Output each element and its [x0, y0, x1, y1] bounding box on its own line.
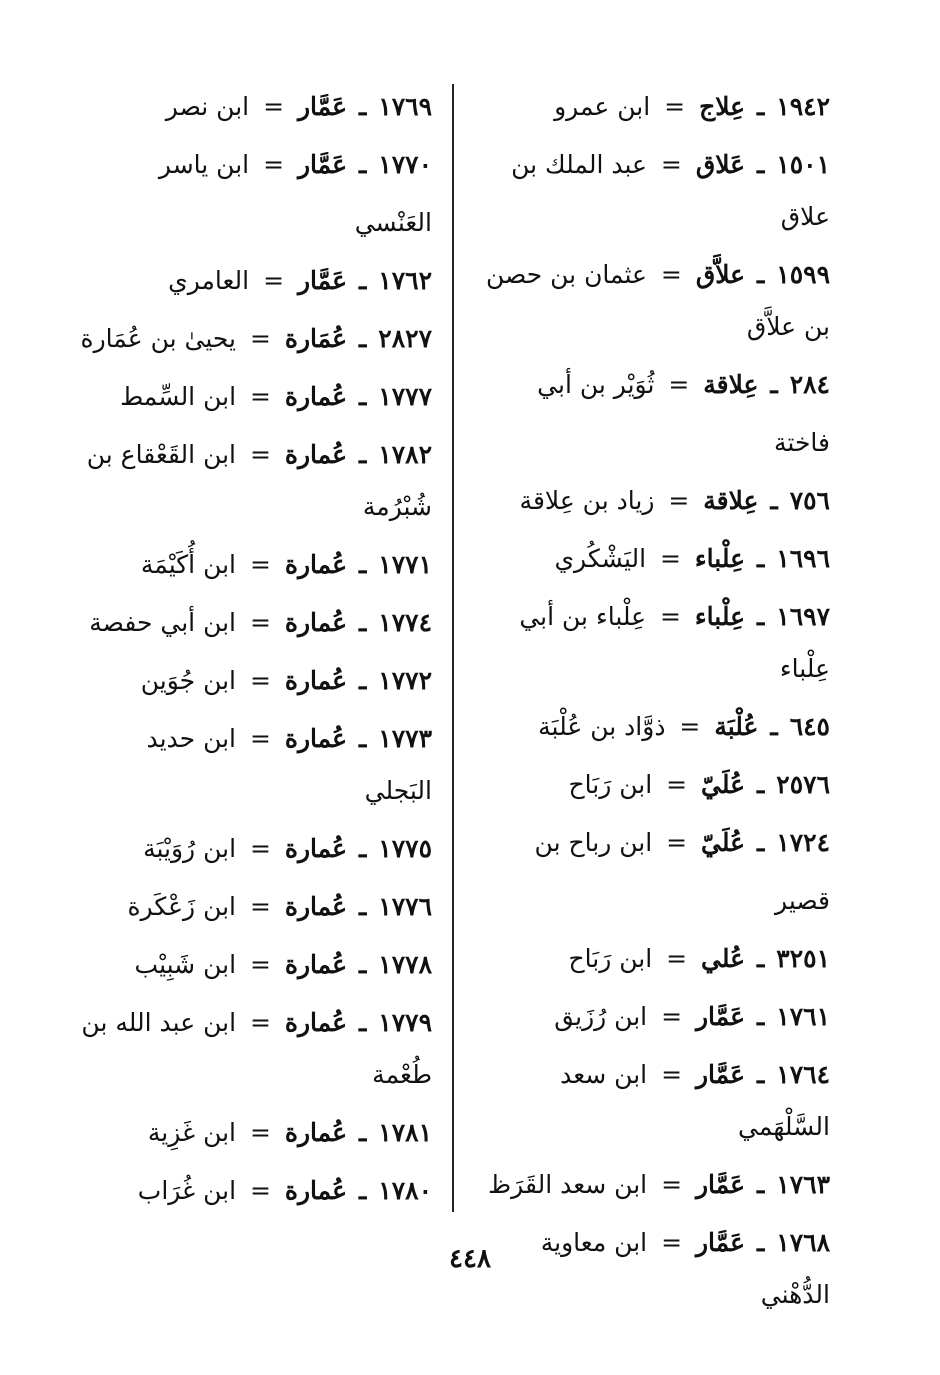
entry-number: ١٧٧٦ [378, 892, 432, 921]
index-entry [485, 756, 830, 814]
entry-headword: عُمارة [284, 666, 348, 695]
entry-reference: عثمان بن حصن بن علاَّق [486, 260, 830, 341]
entry-headword: علاَّق [695, 260, 746, 289]
index-entry [77, 652, 432, 710]
entry-number: ٦٤٥ [789, 712, 830, 741]
entry-equals: = [249, 1176, 271, 1205]
entry-number: ١٧٧٢ [378, 666, 432, 695]
entry-dash: ـ [359, 834, 367, 863]
index-entry [77, 310, 432, 368]
entry-headword: عَمَّار [297, 150, 348, 179]
entry-reference: ابن السِّمط [120, 382, 237, 411]
index-entry [485, 588, 830, 698]
entry-reference: ابن سعد السَّلْهَمي [560, 1060, 830, 1141]
entry-number: ١٥٠١ [776, 150, 830, 179]
entry-dash: ـ [757, 1002, 765, 1031]
entry-headword: عَمَّار [695, 1170, 746, 1199]
entry-equals: = [249, 608, 271, 637]
index-column-right [485, 78, 830, 1324]
entry-number: ١٧٨١ [378, 1118, 432, 1147]
entry-reference: ابن جُوَين [140, 666, 237, 695]
entry-headword: عِلاقة [703, 370, 759, 399]
entry-equals: = [249, 724, 271, 753]
entry-number: ١٧٦٩ [378, 92, 432, 121]
index-entry [485, 930, 830, 988]
entry-headword: عَمَّار [297, 92, 348, 121]
index-entry [485, 472, 830, 530]
entry-dash: ـ [359, 324, 367, 353]
index-column-left [77, 78, 432, 1220]
column-divider [452, 84, 454, 1212]
entry-reference: ابن رَبَاح [568, 770, 653, 799]
index-entry [77, 878, 432, 936]
entry-dash: ـ [757, 150, 765, 179]
entry-equals: = [249, 892, 271, 921]
entry-reference: ابن غَزِية [147, 1118, 237, 1147]
entry-number: ١٧٧٣ [378, 724, 432, 753]
entry-equals: = [249, 1118, 271, 1147]
entry-dash: ـ [359, 150, 367, 179]
entry-headword: عُمَارة [284, 324, 348, 353]
entry-headword: عَمَّار [695, 1002, 746, 1031]
entry-headword: عُمارة [284, 1118, 348, 1147]
entry-dash: ـ [757, 544, 765, 573]
entry-headword: عُلْبَة [714, 712, 759, 741]
entry-dash: ـ [757, 828, 765, 857]
entry-dash: ـ [757, 260, 765, 289]
entry-dash: ـ [770, 486, 778, 515]
entry-reference: ابن عمرو [554, 92, 651, 121]
entry-headword: عَمَّار [695, 1228, 746, 1257]
entry-number: ١٧٦٨ [776, 1228, 830, 1257]
entry-number: ٧٥٦ [789, 486, 830, 515]
entry-reference: ابن رَبَاح [568, 944, 653, 973]
entry-dash: ـ [359, 382, 367, 411]
index-entry [77, 136, 432, 252]
entry-dash: ـ [757, 944, 765, 973]
page-number: ٤٤٨ [449, 1244, 491, 1274]
entry-dash: ـ [770, 370, 778, 399]
entry-dash: ـ [359, 608, 367, 637]
index-entry [77, 78, 432, 136]
entry-equals: = [666, 770, 688, 799]
index-entry [77, 710, 432, 820]
entry-headword: عُمارة [284, 1008, 348, 1037]
entry-number: ١٧٦٣ [776, 1170, 830, 1199]
entry-reference: ابن زَعْكَرة [127, 892, 237, 921]
entry-number: ١٩٤٢ [776, 92, 830, 121]
entry-reference: ابن حديد البَجلي [146, 724, 432, 805]
index-entry [485, 78, 830, 136]
entry-equals: = [249, 666, 271, 695]
entry-number: ١٥٩٩ [776, 260, 830, 289]
entry-reference: عِلْباء بن أبي عِلْباء [519, 602, 830, 683]
entry-reference: ابن القَعْقاع بن شُبْرُمة [86, 440, 432, 521]
entry-number: ١٧٨٢ [378, 440, 432, 469]
entry-dash: ـ [359, 1176, 367, 1205]
entry-number: ٢٨٢٧ [378, 324, 432, 353]
entry-equals: = [679, 712, 701, 741]
entry-equals: = [249, 440, 271, 469]
entry-headword: عِلْباء [694, 544, 746, 573]
entry-reference: ابن معاوية الدُّهْني [540, 1228, 830, 1309]
entry-headword: عُمارة [284, 440, 348, 469]
entry-number: ١٧٢٤ [776, 828, 830, 857]
entry-dash: ـ [757, 92, 765, 121]
entry-equals: = [263, 150, 285, 179]
entry-reference: ابن رُوَيْبَة [143, 834, 237, 863]
entry-dash: ـ [359, 266, 367, 295]
entry-number: ١٦٩٦ [776, 544, 830, 573]
entry-headword: عُلي [701, 944, 746, 973]
entry-dash: ـ [757, 602, 765, 631]
entry-headword: عُلَيّ [701, 770, 746, 799]
index-entry [77, 252, 432, 310]
entry-number: ١٧٧١ [378, 550, 432, 579]
entry-headword: عُمارة [284, 724, 348, 753]
entry-reference: ثُوَيْر بن أبي فاختة [537, 370, 830, 457]
entry-number: ١٧٧٧ [378, 382, 432, 411]
entry-number: ١٧٦٤ [776, 1060, 830, 1089]
entry-reference: عبد الملك بن علاق [511, 150, 830, 231]
entry-number: ١٧٧٥ [378, 834, 432, 863]
index-entry [485, 530, 830, 588]
entry-equals: = [660, 150, 682, 179]
entry-number: ١٧٦١ [776, 1002, 830, 1031]
entry-dash: ـ [359, 440, 367, 469]
entry-headword: عِلاقة [703, 486, 759, 515]
entry-number: ١٧٦٢ [378, 266, 432, 295]
entry-number: ١٧٧٩ [378, 1008, 432, 1037]
index-entry [485, 988, 830, 1046]
entry-headword: عُمارة [284, 550, 348, 579]
index-entry [77, 1162, 432, 1220]
entry-reference: ابن ياسر العَنْسي [158, 150, 432, 237]
entry-equals: = [660, 260, 682, 289]
entry-equals: = [249, 382, 271, 411]
entry-reference: ابن شَبِيْب [134, 950, 237, 979]
entry-equals: = [668, 486, 690, 515]
entry-equals: = [249, 950, 271, 979]
entry-dash: ـ [359, 892, 367, 921]
entry-reference: ابن أُكَيْمَة [140, 550, 237, 579]
entry-reference: زياد بن عِلاقة [519, 486, 655, 515]
entry-reference: يحيىٰ بن عُمَارة [80, 324, 237, 353]
entry-dash: ـ [359, 724, 367, 753]
entry-equals: = [666, 828, 688, 857]
entry-reference: ابن رُزَيق [554, 1002, 648, 1031]
entry-equals: = [263, 266, 285, 295]
index-entry [485, 814, 830, 930]
entry-dash: ـ [757, 1228, 765, 1257]
entry-equals: = [249, 834, 271, 863]
index-entry [485, 698, 830, 756]
index-entry [77, 936, 432, 994]
entry-headword: عَلاق [695, 150, 746, 179]
entry-equals: = [661, 1002, 683, 1031]
index-entry [77, 820, 432, 878]
entry-dash: ـ [359, 550, 367, 579]
entry-headword: عُمارة [284, 1176, 348, 1205]
entry-number: ١٧٧٨ [378, 950, 432, 979]
entry-dash: ـ [359, 1008, 367, 1037]
entry-number: ٣٢٥١ [776, 944, 830, 973]
entry-equals: = [661, 1228, 683, 1257]
entry-equals: = [249, 1008, 271, 1037]
entry-headword: عُمارة [284, 382, 348, 411]
entry-headword: عِلاج [699, 92, 746, 121]
entry-equals: = [660, 602, 681, 631]
index-entry [485, 1046, 830, 1156]
index-entry [485, 356, 830, 472]
index-entry [77, 426, 432, 536]
entry-number: ١٧٧٤ [378, 608, 432, 637]
entry-reference: العامري [168, 266, 250, 295]
entry-equals: = [666, 944, 688, 973]
entry-equals: = [668, 370, 690, 399]
entry-number: ١٦٩٧ [776, 602, 830, 631]
entry-dash: ـ [770, 712, 778, 741]
entry-number: ١٧٧٠ [378, 150, 432, 179]
entry-dash: ـ [359, 666, 367, 695]
index-entry [485, 246, 830, 356]
entry-dash: ـ [757, 1170, 765, 1199]
entry-number: ١٧٨٠ [378, 1176, 432, 1205]
entry-reference: ابن عبد الله بن طُعْمة [81, 1008, 432, 1089]
entry-headword: عُمارة [284, 608, 348, 637]
entry-dash: ـ [359, 950, 367, 979]
entry-reference: ابن نصر [165, 92, 250, 121]
entry-headword: عَمَّار [297, 266, 348, 295]
entry-headword: عَمَّار [695, 1060, 746, 1089]
index-entry [77, 536, 432, 594]
entry-reference: ابن رباح بن قصير [534, 828, 830, 915]
entry-number: ٢٨٤ [789, 370, 830, 399]
entry-equals: = [249, 324, 271, 353]
entry-dash: ـ [359, 92, 367, 121]
entry-equals: = [664, 92, 686, 121]
entry-equals: = [249, 550, 271, 579]
entry-reference: ابن سعد القَرَظ [488, 1170, 648, 1199]
index-entry [485, 1156, 830, 1214]
entry-reference: ابن غُرَاب [137, 1176, 237, 1205]
index-entry [485, 136, 830, 246]
entry-headword: عِلْباء [694, 602, 746, 631]
entry-reference: اليَشْكُري [554, 544, 647, 573]
entry-headword: عُمارة [284, 892, 348, 921]
entry-reference: ذوَّاد بن عُلْبَة [538, 712, 666, 741]
entry-headword: عُمارة [284, 950, 348, 979]
entry-dash: ـ [359, 1118, 367, 1147]
index-entry [77, 1104, 432, 1162]
index-entry [77, 368, 432, 426]
entry-equals: = [660, 544, 681, 573]
entry-equals: = [661, 1170, 683, 1199]
index-entry [77, 994, 432, 1104]
entry-headword: عُلَيّ [701, 828, 746, 857]
entry-number: ٢٥٧٦ [776, 770, 830, 799]
entry-equals: = [661, 1060, 683, 1089]
index-entry [77, 594, 432, 652]
entry-reference: ابن أبي حفصة [89, 608, 237, 637]
entry-dash: ـ [757, 770, 765, 799]
entry-headword: عُمارة [284, 834, 348, 863]
entry-dash: ـ [757, 1060, 765, 1089]
entry-equals: = [263, 92, 285, 121]
